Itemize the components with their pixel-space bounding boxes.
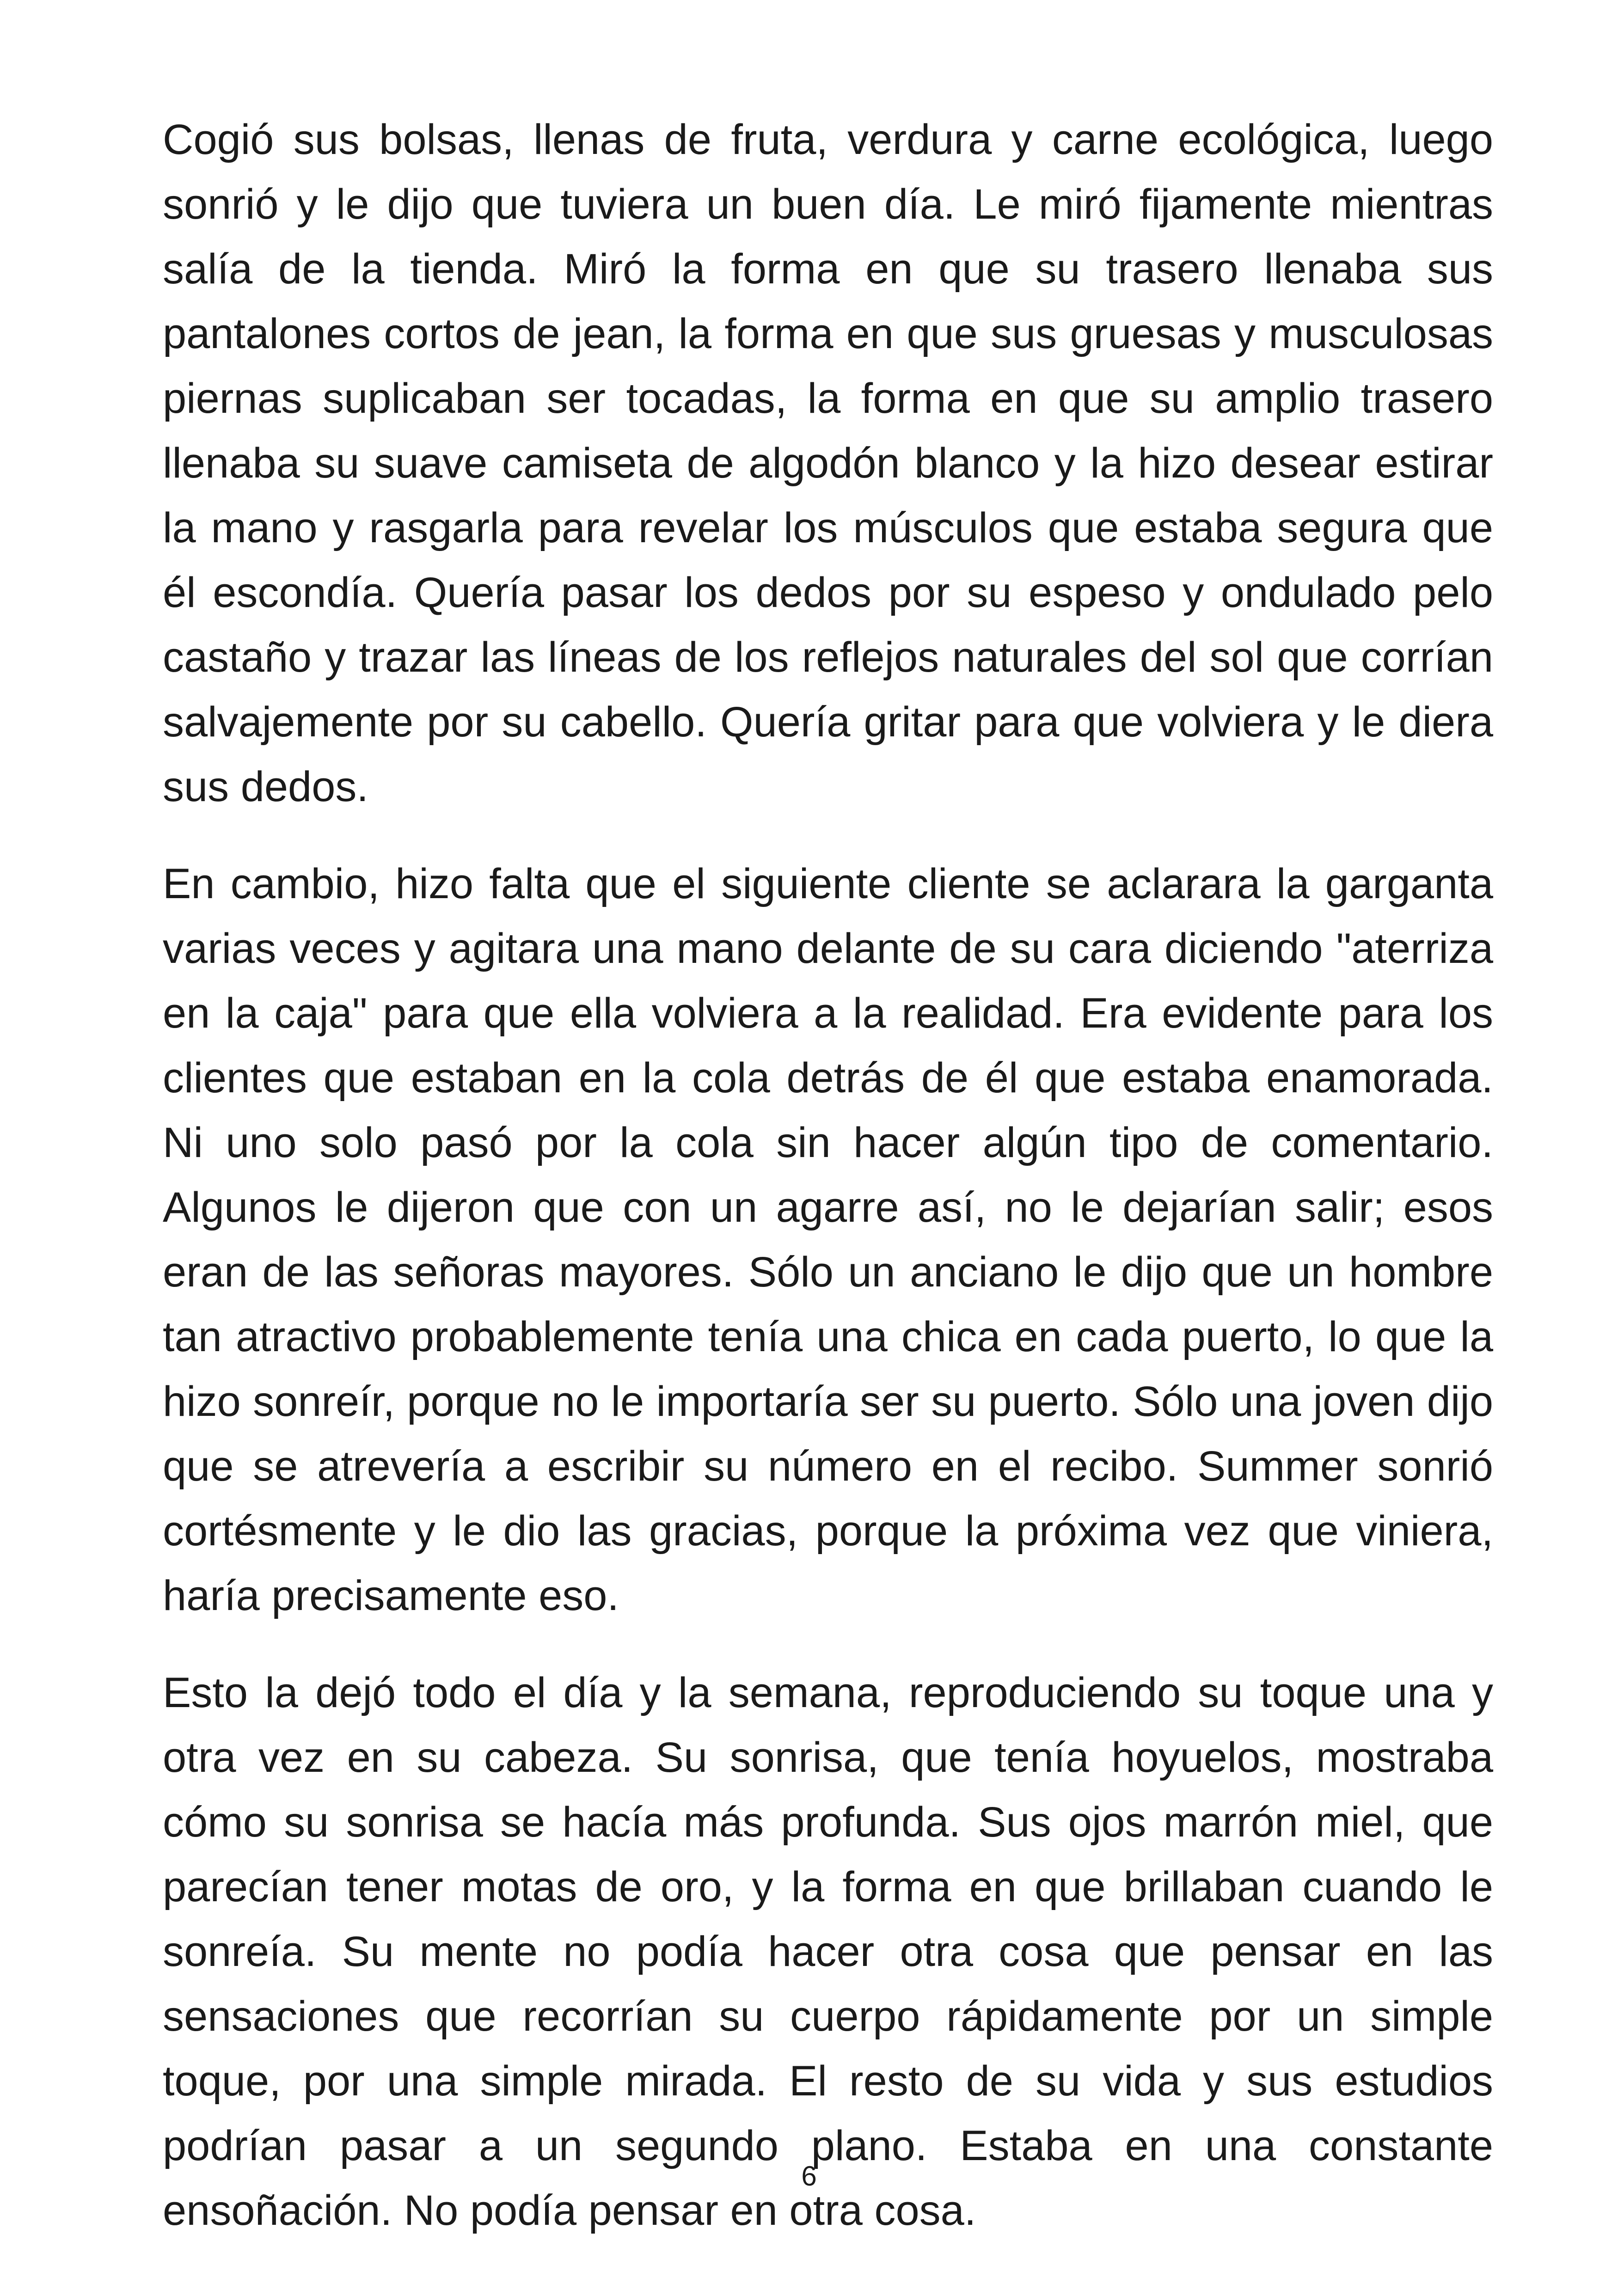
paragraph-2: En cambio, hizo falta que el siguiente cliente se aclarara la garganta varias veces y agitara una mano delante de su cara diciendo "aterriza en la caja" para que ella volviera a la realidad. Era evidente para los clientes que estaban en la cola detrás de él que estaba enamorada. Ni uno solo pasó por la cola sin hacer algún tipo de comentario. Algunos le dijeron que con un agarre así, no le dejarían salir; esos eran de las señoras mayores. Sólo un anciano le dijo que un hombre tan atractivo probablemente tenía una chica en cada puerto, lo que la hizo sonreír, porque no le importaría ser su puerto. Sólo una joven dijo que se atrevería a escribir su número en el recibo. Summer sonrió cortésmente y le dio las gracias, porque la próxima vez que viniera, haría precisamente eso. xyxy=(163,860,1493,1619)
body-text xyxy=(163,107,1493,2243)
paragraph-1: Cogió sus bolsas, llenas de fruta, verdura y carne ecológica, luego sonrió y le dijo que tuviera un buen día. Le miró fijamente mientras salía de la tienda. Miró la forma en que su trasero llenaba sus pantalones cortos de jean, la forma en que sus gruesas y musculosas piernas suplicaban ser tocadas, la forma en que su amplio trasero llenaba su suave camiseta de algodón blanco y la hizo desear estirar la mano y rasgarla para revelar los músculos que estaba segura que él escondía. Quería pasar los dedos por su espeso y ondulado pelo castaño y trazar las líneas de los reflejos naturales del sol que corrían salvajemente por su cabello. Quería gritar para que volviera y le diera sus dedos. xyxy=(163,116,1493,810)
paragraph-3: Esto la dejó todo el día y la semana, reproduciendo su toque una y otra vez en su cabeza. Su sonrisa, que tenía hoyuelos, mostraba cómo su sonrisa se hacía más profunda. Sus ojos marrón miel, que parecían tener motas de oro, y la forma en que brillaban cuando le sonreía. Su mente no podía hacer otra cosa que pensar en las sensaciones que recorrían su cuerpo rápidamente por un simple toque, por una simple mirada. El resto de su vida y sus estudios podrían pasar a un segundo plano. Estaba en una constante ensoñación. No podía pensar en otra cosa. xyxy=(163,1669,1493,2234)
page-number: 6 xyxy=(801,2161,817,2192)
